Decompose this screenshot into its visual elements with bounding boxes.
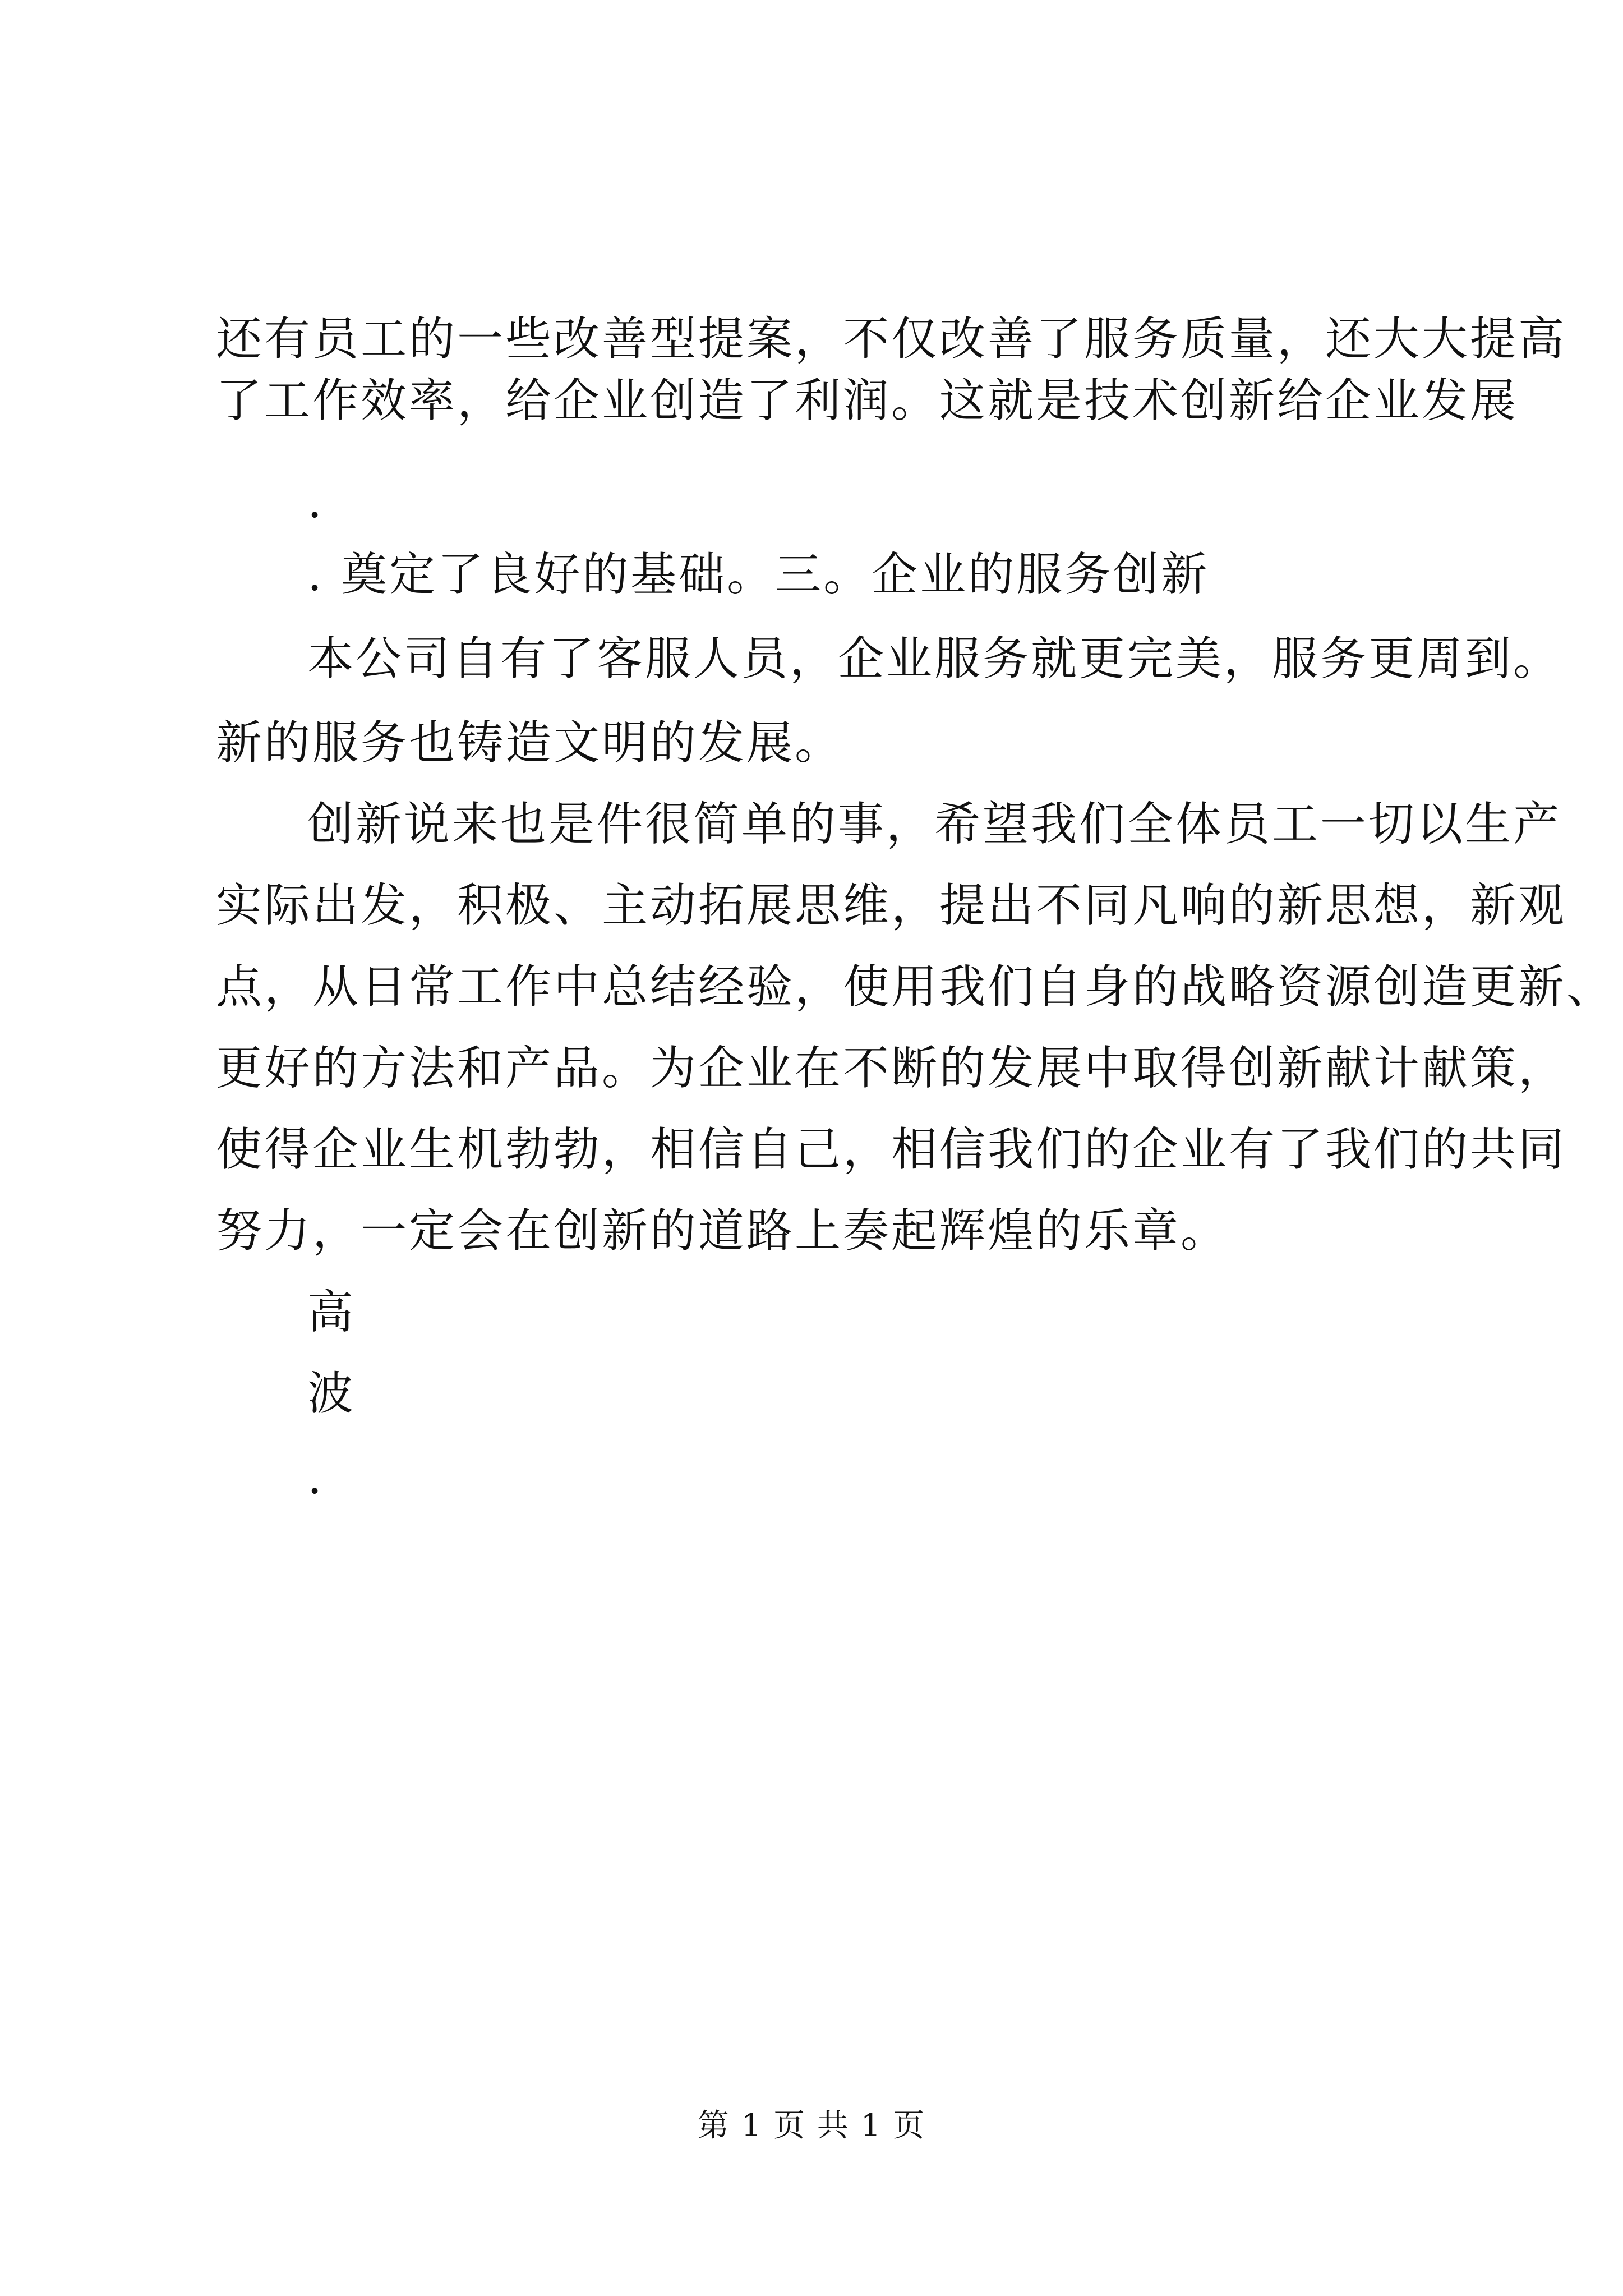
paragraph-3-line-6: 努力，一定会在创新的道路上奏起辉煌的乐章。: [216, 1204, 1229, 1258]
body-line-1: 还有员工的一些改善型提案，不仅改善了服务质量，还大大提高: [216, 312, 1567, 366]
paragraph-3-line-4: 更好的方法和产品。为企业在不断的发展中取得创新献计献策，: [216, 1042, 1567, 1095]
paragraph-3-line-3: 点，从日常工作中总结经验，使用我们自身的战略资源创造更新、: [216, 960, 1615, 1014]
dot-line-2: .: [307, 1451, 325, 1504]
paragraph-2-line-2: 新的服务也铸造文明的发展。: [216, 716, 843, 770]
signature-line-1: 高: [307, 1286, 356, 1339]
paragraph-3-line-1: 创新说来也是件很简单的事，希望我们全体员工一切以生产: [307, 798, 1562, 851]
paragraph-3-line-2: 实际出发，积极、主动拓展思维，提出不同凡响的新思想，新观: [216, 879, 1567, 932]
section-heading: . 奠定了良好的基础。三。企业的服务创新: [307, 548, 1210, 601]
paragraph-3-line-5: 使得企业生机勃勃，相信自己，相信我们的企业有了我们的共同: [216, 1123, 1567, 1176]
dot-line-1: .: [307, 475, 325, 528]
signature-line-2: 波: [307, 1367, 356, 1420]
page-footer: 第 1 页 共 1 页: [697, 2108, 926, 2144]
body-line-2: 了工作效率，给企业创造了利润。这就是技术创新给企业发展: [216, 374, 1519, 427]
paragraph-2-line-1: 本公司自有了客服人员，企业服务就更完美，服务更周到。: [307, 632, 1562, 685]
